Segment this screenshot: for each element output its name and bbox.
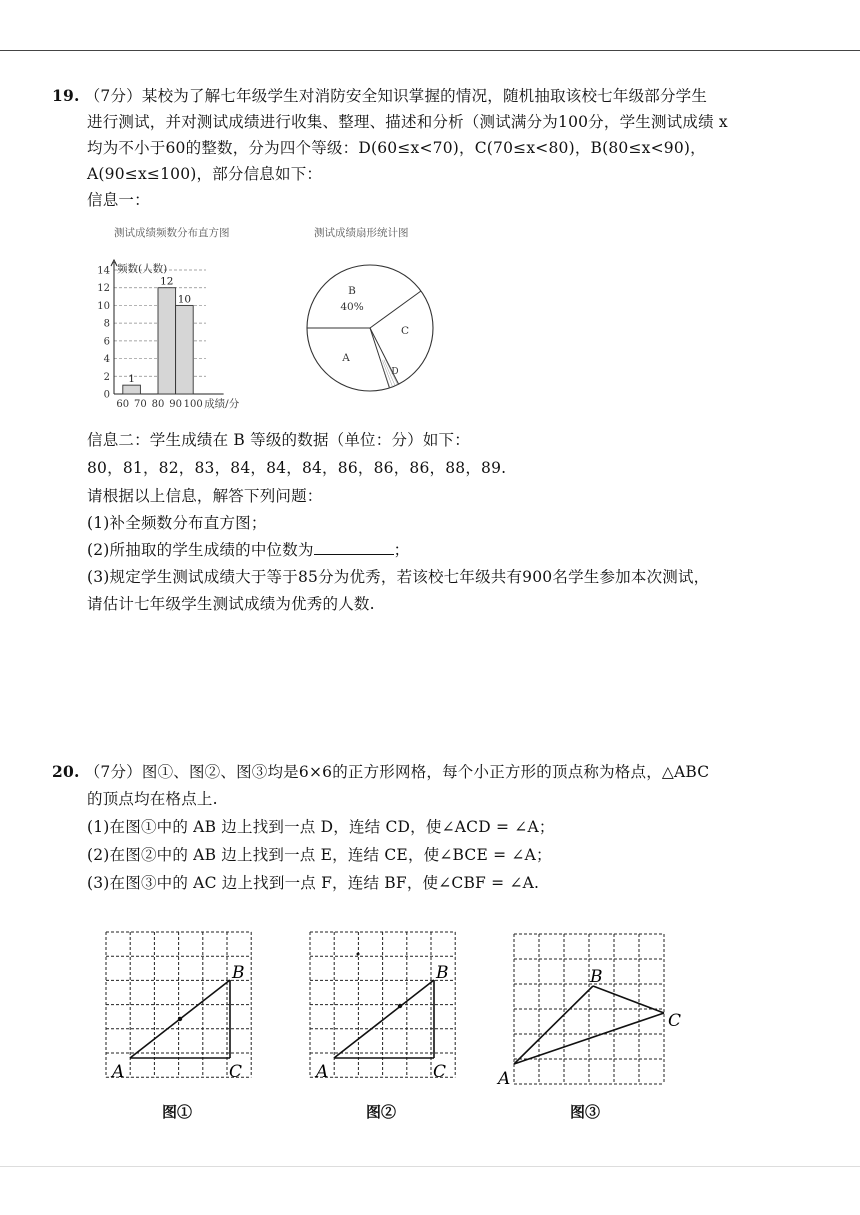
x-tick-label: 90 [169, 399, 182, 410]
histogram-bar [176, 305, 194, 394]
y-tick-label: 4 [103, 354, 110, 366]
x-axis-label: 成绩/分 [204, 398, 240, 410]
bottom-rule [0, 1166, 860, 1167]
pie-slice-label: A [342, 352, 350, 364]
q20-sub2: (2)在图②中的 AB 边上找到一点 E，连结 CE，使∠BCE = ∠A； [87, 846, 552, 864]
y-tick-label: 12 [97, 283, 110, 295]
pencil-mark [178, 1017, 182, 1021]
q19-info1-label: 信息一： [87, 191, 150, 209]
q19-line4: A(90≤x≤100)，部分信息如下： [87, 165, 323, 183]
segment-ab [514, 986, 593, 1064]
histogram-title: 测试成绩频数分布直方图 [114, 227, 230, 239]
pie-chart [300, 222, 450, 407]
histogram-plot [97, 260, 239, 410]
figure-2-label: 图② [366, 1103, 397, 1121]
pie-slice-label: C [400, 325, 410, 337]
vertex-c-label: C [668, 1011, 682, 1031]
vertex-c-label: C [433, 1062, 447, 1082]
x-tick-label: 70 [134, 399, 147, 410]
vertex-a-label: A [498, 1069, 511, 1089]
x-tick-label: 60 [116, 399, 130, 410]
y-tick-label: 10 [97, 300, 110, 312]
y-tick-label: 0 [103, 389, 110, 401]
vertex-b-label: B [436, 963, 449, 983]
q19-sub2-line [87, 538, 409, 560]
y-axis-label: 频数(人数) [117, 263, 168, 275]
figure-3-label: 图③ [570, 1103, 601, 1121]
top-rule [0, 50, 860, 51]
pencil-mark [398, 1004, 402, 1008]
vertex-b-label: B [590, 967, 603, 987]
q20-sub1: (1)在图①中的 AB 边上找到一点 D，连结 CD，使∠ACD = ∠A； [87, 818, 555, 836]
q19-line1 [52, 84, 707, 106]
q19-sub2-end: ； [393, 541, 410, 559]
y-tick-label: 14 [97, 265, 110, 277]
histogram-bar [123, 385, 141, 394]
q19-sub3a: (3)规定学生测试成绩大于等于85分为优秀，若该校七年级共有900名学生参加本次测试， [87, 568, 710, 586]
segment-ab [334, 980, 434, 1058]
bar-data-label: 10 [177, 293, 192, 306]
bar-data-label: 1 [128, 373, 135, 386]
vertex-a-label: A [112, 1062, 125, 1082]
q20-line2: 的顶点均在格点上. [87, 790, 218, 808]
pie-title: 测试成绩扇形统计图 [314, 227, 409, 239]
pie-slice-label: B [348, 285, 356, 297]
pie-plot [307, 265, 433, 391]
q19-sub2: (2)所抽取的学生成绩的中位数为 [87, 541, 314, 559]
q19-sub1: (1)补全频数分布直方图； [87, 514, 267, 532]
pie-slice-label: 40% [340, 301, 364, 313]
y-tick-label: 6 [103, 336, 110, 348]
q19-line2: 进行测试，并对测试成绩进行收集、整理、描述和分析（测试满分为100分，学生测试成绩 x [87, 113, 728, 131]
y-tick-label: 8 [103, 318, 110, 330]
figure-3-grid [496, 926, 696, 1096]
histogram-chart [92, 222, 282, 412]
figure-1-grid [96, 922, 266, 1092]
figure-2-grid [300, 922, 470, 1092]
q19-info2: 信息二：学生成绩在 B 等级的数据（单位：分）如下： [87, 431, 470, 449]
grid-lines [514, 934, 664, 1084]
vertex-c-label: C [229, 1062, 243, 1082]
q19-sub3b: 请估计七年级学生测试成绩为优秀的人数. [87, 595, 375, 613]
q19-line3: 均为不小于60的整数，分为四个等级：D(60≤x<70)，C(70≤x<80)，B(80≤x<90)， [87, 139, 706, 157]
pencil-mark [357, 953, 360, 956]
pie-slice-label: D [391, 367, 399, 377]
q19-b-data: 80，81，82，83，84，84，84，86，86，86，88，89. [87, 459, 507, 477]
bar-data-label: 12 [160, 275, 174, 288]
x-tick-label: 100 [183, 399, 203, 410]
q19-number: 19. [52, 86, 80, 105]
x-tick-label: 80 [151, 399, 165, 410]
q20-line1 [52, 760, 709, 782]
q19-intro-text: （7分）某校为了解七年级学生对消防安全知识掌握的情况，随机抽取该校七年级部分学生 [84, 87, 708, 105]
answer-blank[interactable] [314, 540, 394, 555]
vertex-a-label: A [316, 1062, 329, 1082]
y-tick-label: 2 [103, 371, 110, 383]
figure-1-label: 图① [162, 1103, 193, 1121]
q19-ask: 请根据以上信息，解答下列问题： [87, 487, 323, 505]
histogram-bar [158, 288, 176, 394]
segment-bc [593, 986, 664, 1013]
q20-intro-text: （7分）图①、图②、图③均是6×6的正方形网格，每个小正方形的顶点称为格点，△ABC [84, 763, 710, 781]
q20-number: 20. [52, 762, 80, 781]
vertex-b-label: B [232, 963, 245, 983]
q20-sub3: (3)在图③中的 AC 边上找到一点 F，连结 BF，使∠CBF = ∠A. [87, 874, 540, 892]
